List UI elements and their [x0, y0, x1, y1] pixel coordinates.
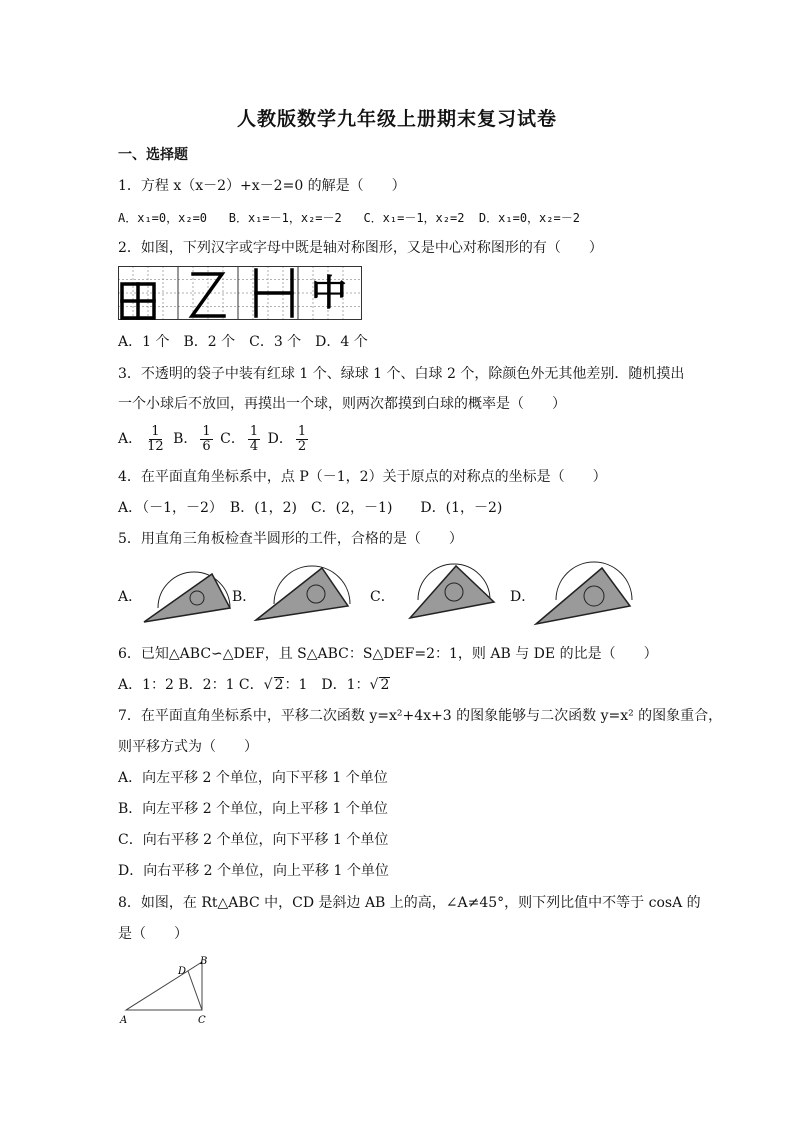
section-heading: 一、选择题 [118, 147, 188, 163]
question-2-stem: 2．如图，下列汉字或字母中既是轴对称图形，又是中心对称图形的有（ ） [118, 240, 603, 256]
page-title: 人教版数学九年级上册期末复习试卷 [236, 108, 557, 130]
question-6-options: A．1：2 B．2：1 C．√ 2：1 D．1：√ 2 [118, 677, 390, 693]
question-8-stem-line1: 8．如图，在 Rt△ABC 中，CD 是斜边 AB 上的高，∠A≠45°，则下列比值中不等于 cosA 的 [118, 895, 701, 911]
sqrt-c: √ 2 [263, 677, 284, 693]
q5-option-b: B． [232, 589, 257, 605]
q5-option-d: D． [510, 589, 536, 605]
option-c: C．x₁=－1，x₂=2 [363, 211, 465, 225]
question-4-options: A．（－1，－2） B．(1，2) C．(2，－1) D．(1，－2) [118, 500, 503, 516]
q7-option-b: B．向左平移 2 个单位，向上平移 1 个单位 [118, 801, 388, 817]
question-1-options [118, 208, 580, 228]
vertex-label-d: D [178, 966, 187, 977]
q7-option-a: A．向左平移 2 个单位，向下平移 1 个单位 [118, 770, 388, 786]
glyph-h [256, 270, 292, 316]
option-a: A．x₁=0，x₂=0 [118, 211, 208, 225]
question-3-options [118, 424, 311, 454]
q5-option-a: A． [118, 589, 143, 605]
glyph-z [192, 274, 224, 316]
question-5-stem: 5．用直角三角板检查半圆形的工件，合格的是（ ） [118, 531, 463, 547]
question-7-stem-line2: 则平移方式为（ ） [118, 739, 258, 755]
option-a: A． [118, 431, 143, 447]
figure-d-square-in-semicircle [528, 556, 636, 630]
question-6-stem: 6．已知△ABC∽△DEF，且 S△ABC：S△DEF=2：1，则 AB 与 DE 的比是（ ） [118, 646, 658, 662]
glyph-tian [122, 284, 154, 318]
question-7-stem-line1: 7．在平面直角坐标系中，平移二次函数 y=x²+4x+3 的图象能够与二次函数 y=x² 的图象重合， [118, 708, 723, 724]
option-d: D．x₁=0，x₂=－2 [478, 211, 580, 225]
question-1-stem: 1．方程 x（x－2）+x－2=0 的解是（ ） [118, 178, 406, 194]
figure-c-square-in-semicircle [390, 556, 500, 628]
question-2-options: A．1 个 B．2 个 C．3 个 D．4 个 [118, 334, 368, 350]
fraction-b: $\frac{1}{6}$ [202, 423, 211, 454]
q7-option-c: C．向右平移 2 个单位，向下平移 1 个单位 [118, 832, 389, 848]
fraction-d: $\frac{1}{2}$ [297, 423, 307, 454]
fraction-c: $\frac{1}{4}$ [249, 423, 259, 454]
option-c: C． [220, 431, 245, 447]
figure-a-square-in-semicircle [140, 560, 235, 626]
q7-option-d: D．向右平移 2 个单位，向上平移 1 个单位 [118, 863, 389, 879]
vertex-label-c: C [198, 1015, 206, 1026]
figure-b-square-in-semicircle [252, 556, 352, 628]
question-4-stem: 4．在平面直角坐标系中，点 P（－1，2）关于原点的对称点的坐标是（ ） [118, 469, 607, 485]
vertex-label-a: A [120, 1015, 128, 1026]
glyph-zhong: 中 [310, 273, 348, 314]
question-3-stem-line2: 一个小球后不放回，再摸出一个球，则两次都摸到白球的概率是（ ） [118, 396, 566, 412]
vertex-label-b: B [200, 956, 208, 967]
option-b: B． [173, 431, 198, 447]
option-b: B．x₁=－1，x₂=－2 [228, 211, 342, 225]
q5-option-c: C． [370, 589, 395, 605]
right-triangle-figure [112, 952, 222, 1028]
sqrt-d: √ 2 [369, 677, 390, 693]
fraction-a: $\frac{1}{12}$ [147, 423, 164, 454]
question-8-stem-line2: 是（ ） [118, 926, 188, 942]
glyph-grid-figure [118, 266, 362, 320]
question-3-stem-line1: 3．不透明的袋子中装有红球 1 个、绿球 1 个、白球 2 个，除颜色外无其他差别．随机摸出 [118, 366, 685, 382]
option-d: D． [267, 431, 293, 447]
